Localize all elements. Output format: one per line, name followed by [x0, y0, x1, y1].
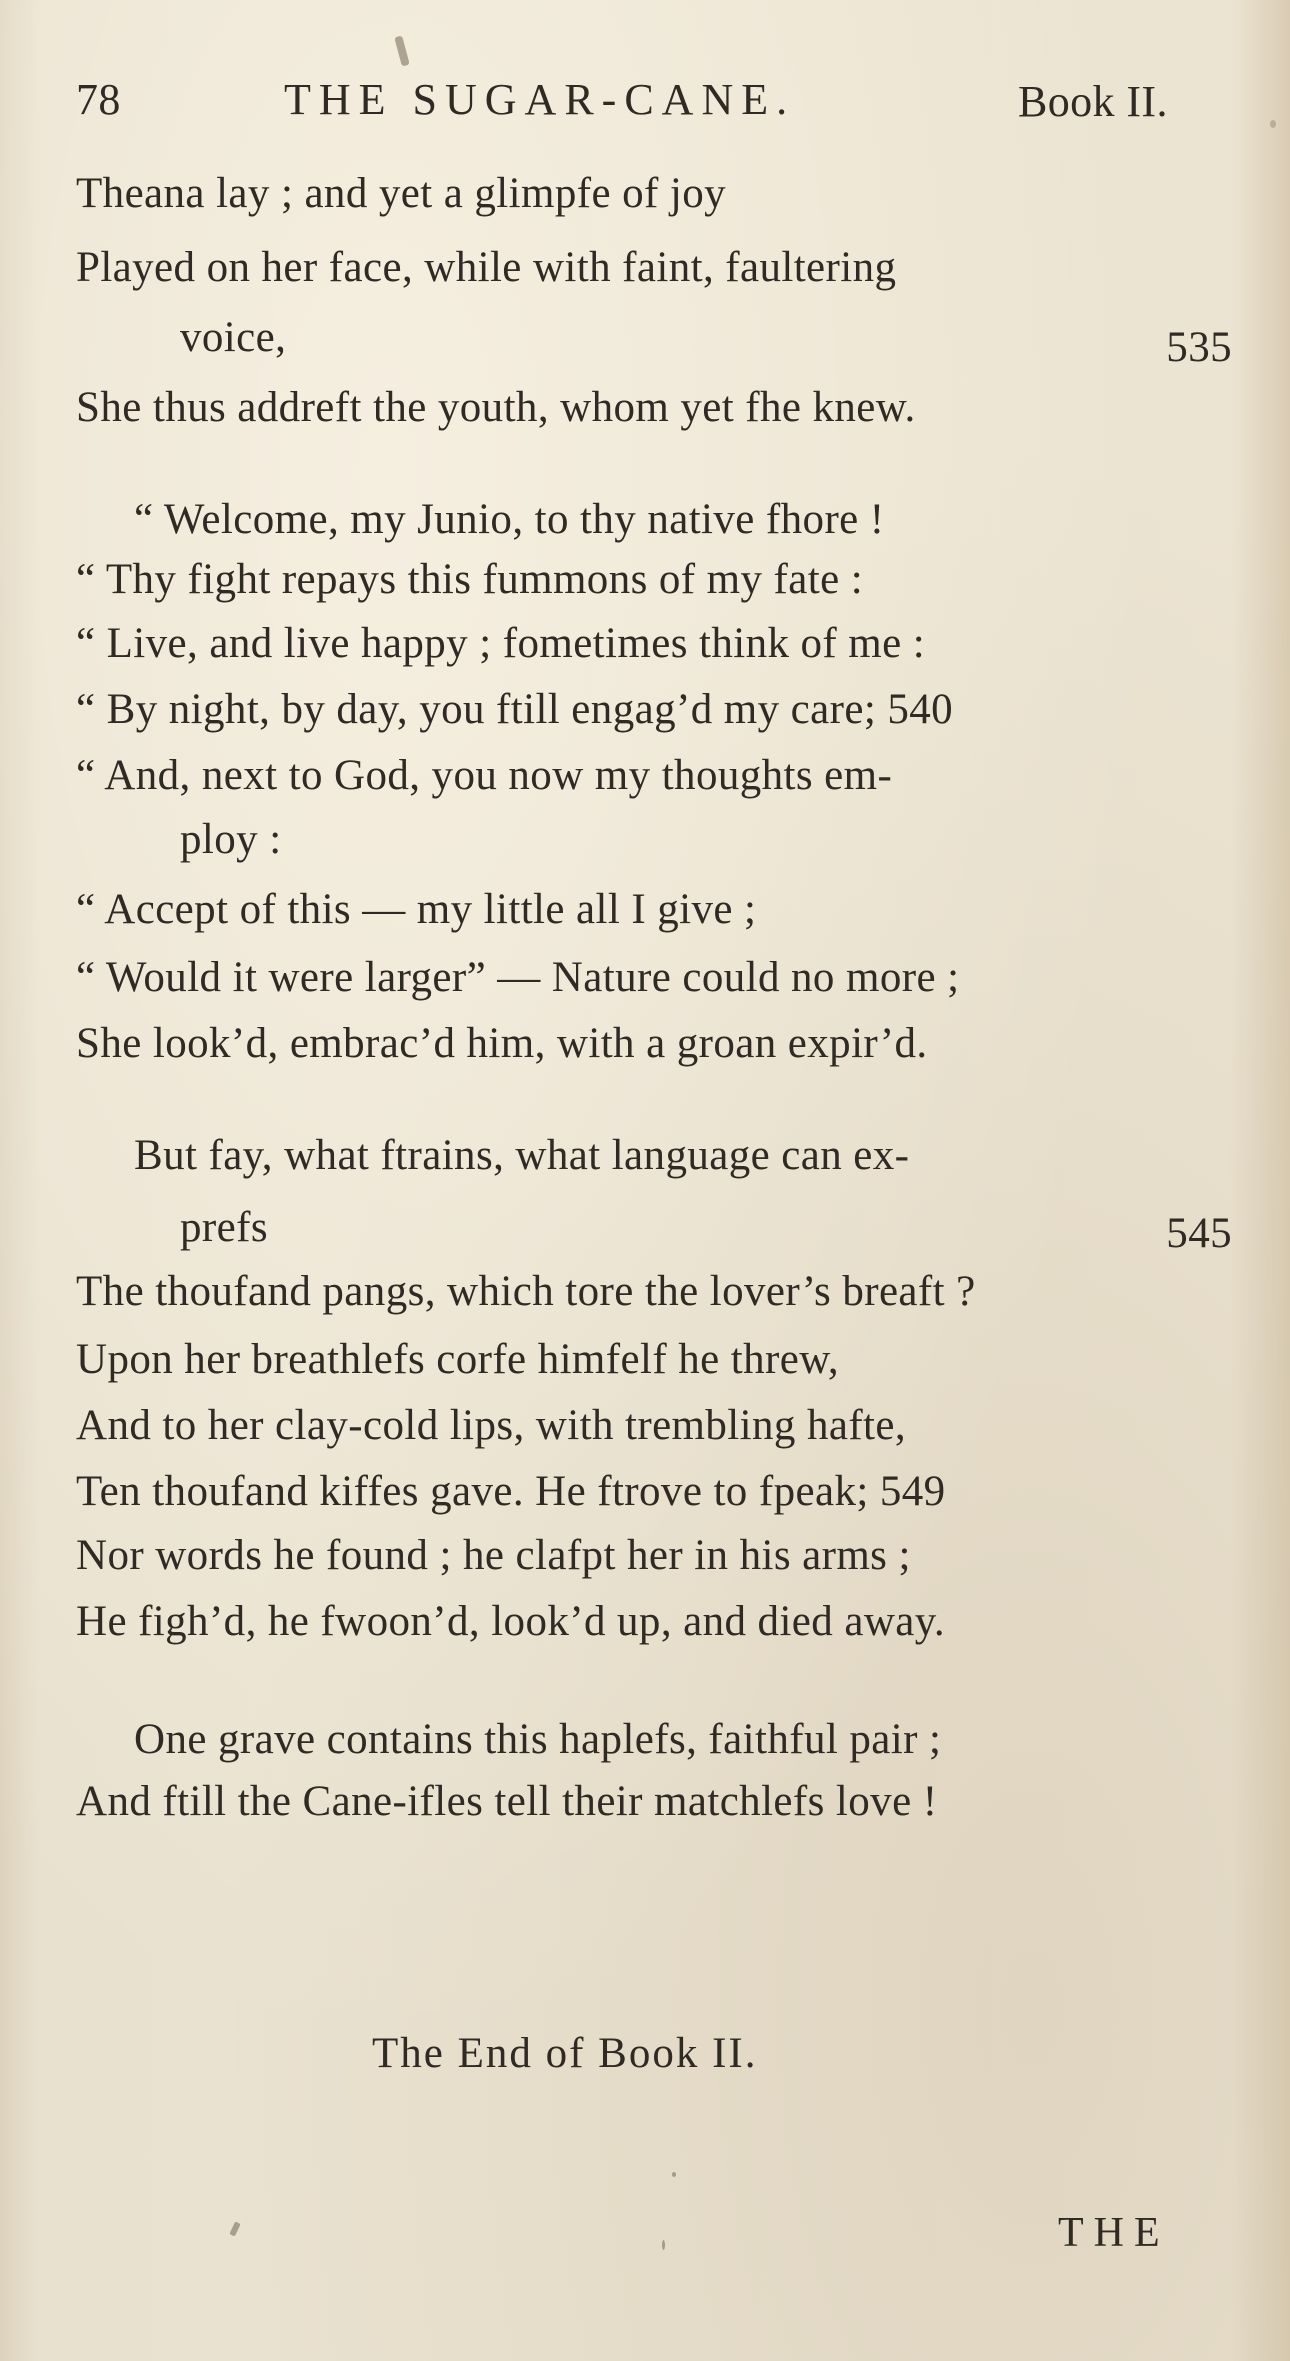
paper-speck: [229, 2221, 240, 2236]
verse-line: One grave contains this haplefs, faithful pair ;: [134, 1716, 942, 1763]
verse-line-continuation: ploy :: [180, 816, 282, 863]
verse-line: But fay, what ftrains, what language can ex-: [134, 1132, 910, 1179]
paper-speck: [672, 2172, 676, 2177]
verse-line: Ten thoufand kiffes gave. He ftrove to fpeak; 549: [76, 1468, 946, 1515]
verse-line-continuation: prefs: [180, 1204, 268, 1251]
verse-line-continuation: voice,: [180, 314, 287, 361]
verse-line: She thus addreft the youth, whom yet fhe knew.: [76, 384, 916, 431]
line-number: 535: [1166, 324, 1232, 371]
end-of-book-heading: The End of Book II.: [372, 2030, 758, 2077]
verse-line: Nor words he found ; he clafpt her in his arms ;: [76, 1532, 911, 1579]
verse-line: She look’d, embrac’d him, with a groan expir’d.: [76, 1020, 928, 1067]
catchword: THE: [1058, 2210, 1170, 2256]
verse-line: “ By night, by day, you ftill engag’d my care; 540: [76, 686, 954, 733]
ink-mark: [394, 35, 409, 66]
verse-line: Upon her breathlefs corfe himfelf he threw,: [76, 1336, 840, 1383]
line-number: 545: [1166, 1210, 1232, 1257]
verse-line: “ Accept of this — my little all I give ;: [76, 886, 757, 933]
verse-line: “ Live, and live happy ; fometimes think of me :: [76, 620, 926, 667]
running-title: THE SUGAR-CANE.: [284, 75, 796, 124]
verse-line: “ Welcome, my Junio, to thy native fhore !: [134, 496, 885, 543]
verse-line: “ Would it were larger” — Nature could no more ;: [76, 954, 960, 1001]
verse-line: Played on her face, while with faint, faultering: [76, 244, 897, 291]
verse-line: “ Thy fight repays this fummons of my fate :: [76, 556, 864, 603]
verse-line: “ And, next to God, you now my thoughts em-: [76, 752, 893, 799]
book-label: Book II.: [1018, 77, 1168, 126]
paper-speck: [1270, 120, 1276, 128]
verse-line: He figh’d, he fwoon’d, look’d up, and died away.: [76, 1598, 946, 1645]
verse-line: Theana lay ; and yet a glimpfe of joy: [76, 170, 727, 217]
verse-line: And to her clay-cold lips, with trembling hafte,: [76, 1402, 907, 1449]
verse-line: The thoufand pangs, which tore the lover’s breaft ?: [76, 1268, 976, 1315]
page-number: 78: [76, 75, 121, 124]
verse-line: And ftill the Cane-ifles tell their matchlefs love !: [76, 1778, 938, 1825]
paper-speck: [662, 2240, 665, 2250]
